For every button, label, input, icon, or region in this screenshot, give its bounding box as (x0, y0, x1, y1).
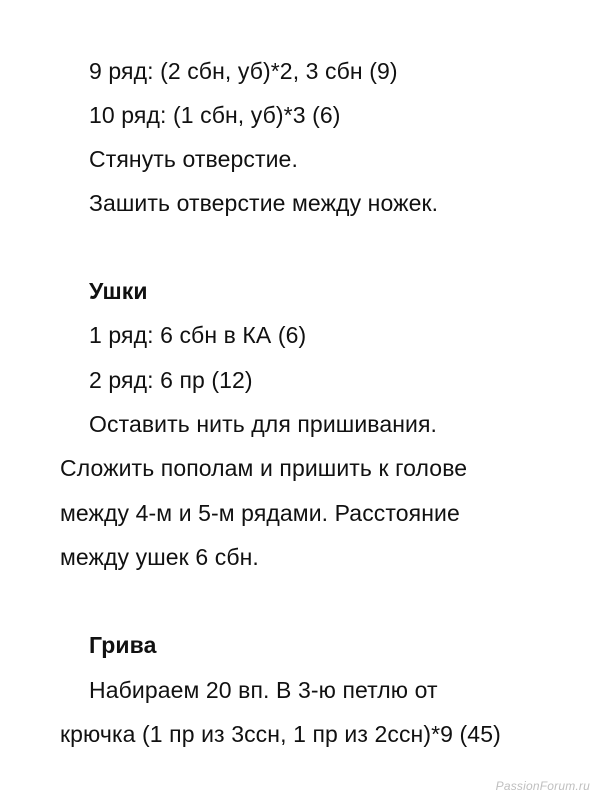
watermark: PassionForum.ru (495, 779, 590, 793)
mane-text-line-2: крючка (1 пр из 3ссн, 1 пр из 2ссн)*9 (45) (60, 721, 501, 747)
ears-fold-line-3: между ушек 6 сбн. (60, 544, 259, 570)
mane-text-line-1: Набираем 20 вп. В 3-ю петлю от (89, 677, 438, 703)
mane-heading: Грива (89, 632, 157, 658)
ears-heading: Ушки (89, 278, 148, 304)
tighten-text: Стянуть отверстие. (89, 146, 298, 172)
row-9-text: 9 ряд: (2 сбн, уб)*2, 3 сбн (9) (89, 58, 398, 84)
ears-row-2: 2 ряд: 6 пр (12) (89, 367, 253, 393)
ears-fold-line-1: Сложить пополам и пришить к голове (60, 455, 468, 481)
sew-text: Зашить отверстие между ножек. (89, 190, 439, 216)
ears-fold-line-2: между 4-м и 5-м рядами. Расстояние (60, 500, 460, 526)
ears-leave-thread: Оставить нить для пришивания. (89, 411, 438, 437)
row-10-text: 10 ряд: (1 сбн, уб)*3 (6) (89, 102, 341, 128)
ears-row-1: 1 ряд: 6 сбн в КА (6) (89, 322, 307, 348)
